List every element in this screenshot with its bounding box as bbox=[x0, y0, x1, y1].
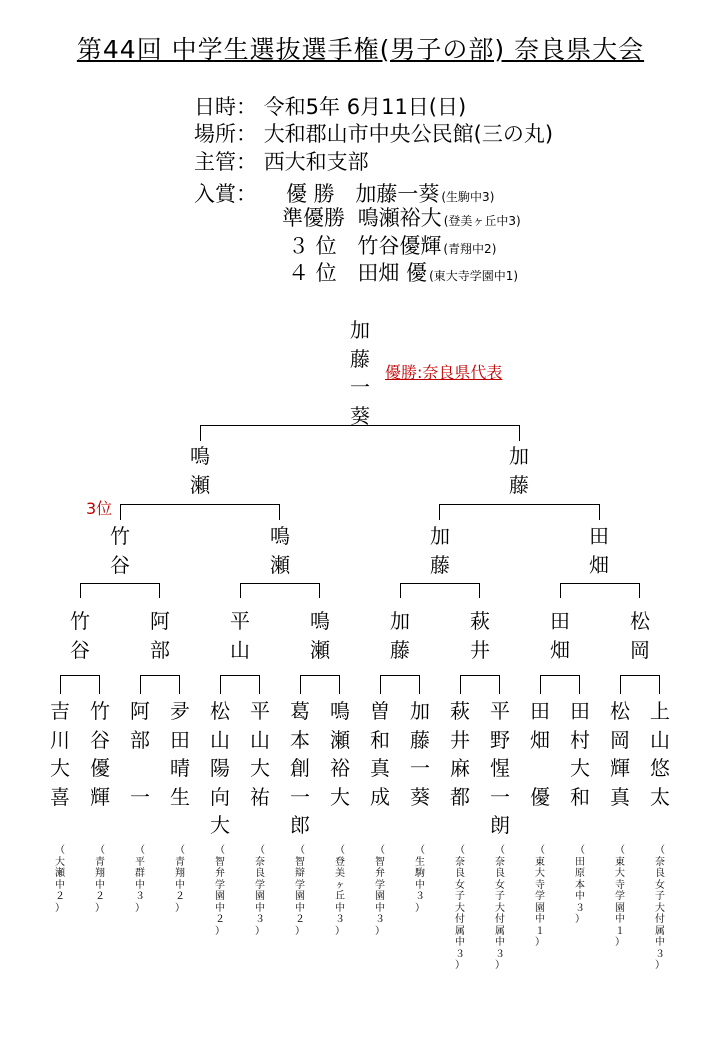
player-name: 曽 和 真 成 bbox=[370, 699, 390, 809]
player-school: （ 奈 良 女 子 大 付 属 中 ３ ） bbox=[655, 845, 665, 971]
player-school: （ 青 翔 中 ２ ） bbox=[95, 845, 105, 914]
player-school: （ 青 翔 中 ２ ） bbox=[175, 845, 185, 914]
award-name: 加藤一葵 bbox=[355, 182, 440, 206]
quarterfinal-winner: 鳴 瀬 bbox=[270, 524, 290, 577]
player-name: 平 野 惺 一 朗 bbox=[490, 699, 510, 837]
player-school: （ 奈 良 女 子 大 付 属 中 ３ ） bbox=[455, 845, 465, 971]
player-name: 田 村 大 和 bbox=[570, 699, 590, 809]
third-place-label: 3位 bbox=[86, 499, 113, 518]
player-school: （ 奈 良 女 子 大 付 属 中 ３ ） bbox=[495, 845, 505, 971]
round2-winner: 田 畑 bbox=[550, 609, 570, 662]
quarterfinal-winner: 竹 谷 bbox=[110, 524, 130, 577]
award-name: 竹谷優輝 bbox=[357, 234, 442, 258]
player-name: 鳴 瀬 裕 大 bbox=[330, 699, 350, 809]
player-name: 松 山 陽 向 大 bbox=[210, 699, 230, 837]
player-name: 竹 谷 優 輝 bbox=[90, 699, 110, 809]
player-school: （ 東 大 寺 学 園 中 １ ） bbox=[535, 845, 545, 948]
date-value: 令和5年 6月11日(日) bbox=[263, 95, 467, 119]
award-label: 入賞： bbox=[194, 182, 257, 206]
player-name: 葛 本 創 一 郎 bbox=[290, 699, 310, 837]
player-name: 上 山 悠 太 bbox=[650, 699, 670, 809]
round2-winner: 竹 谷 bbox=[70, 609, 90, 662]
player-name: 萩 井 麻 都 bbox=[450, 699, 470, 809]
player-school: （ 田 原 本 中 ３ ） bbox=[575, 845, 585, 925]
award-school: (青翔中2) bbox=[443, 242, 497, 256]
semifinal-winner: 鳴 瀬 bbox=[190, 444, 210, 497]
player-school: （ 東 大 寺 学 園 中 １ ） bbox=[615, 845, 625, 948]
champion-label: 優勝:奈良県代表 bbox=[385, 363, 503, 382]
player-name: 松 岡 輝 真 bbox=[610, 699, 630, 809]
player-school: （ 生 駒 中 ３ ） bbox=[415, 845, 425, 914]
award-rank: 優 勝 bbox=[286, 182, 335, 206]
page-title: 第44回 中学生選抜選手権(男子の部) 奈良県大会 bbox=[76, 35, 645, 64]
host-label: 主管： bbox=[194, 150, 257, 174]
round2-winner: 加 藤 bbox=[390, 609, 410, 662]
round2-winner: 萩 井 bbox=[470, 609, 490, 662]
player-name: 加 藤 一 葵 bbox=[410, 699, 430, 809]
award-school: (登美ヶ丘中3) bbox=[443, 214, 521, 228]
round2-winner: 平 山 bbox=[230, 609, 250, 662]
quarterfinal-winner: 加 藤 bbox=[430, 524, 450, 577]
host-value: 西大和支部 bbox=[263, 150, 369, 174]
player-school: （ 平 群 中 ３ ） bbox=[135, 845, 145, 914]
place-value: 大和郡山市中央公民館(三の丸) bbox=[263, 122, 554, 146]
player-school: （ 大 瀬 中 ２ ） bbox=[55, 845, 65, 914]
player-school: （ 智 弁 学 園 中 ２ ） bbox=[215, 845, 225, 937]
award-rank: 準優勝 bbox=[282, 206, 345, 230]
player-name: 夛 田 晴 生 bbox=[170, 699, 190, 809]
award-school: (東大寺学園中1) bbox=[429, 269, 519, 283]
player-school: （ 智 辯 学 園 中 ２ ） bbox=[295, 845, 305, 937]
award-school: (生駒中3) bbox=[441, 190, 495, 204]
player-school: （ 登 美 ヶ 丘 中 ３ ） bbox=[335, 845, 345, 937]
award-rank: ４ 位 bbox=[288, 261, 337, 285]
award-name: 田畑 優 bbox=[357, 261, 428, 285]
player-school: （ 智 弁 学 園 中 ３ ） bbox=[375, 845, 385, 937]
place-label: 場所： bbox=[194, 122, 257, 146]
champion-name: 加 藤 一 葵 bbox=[350, 318, 370, 428]
semifinal-winner: 加 藤 bbox=[509, 444, 529, 497]
round2-winner: 松 岡 bbox=[630, 609, 650, 662]
quarterfinal-winner: 田 畑 bbox=[589, 524, 609, 577]
award-rank: ３ 位 bbox=[288, 234, 337, 258]
date-label: 日時： bbox=[194, 95, 257, 119]
award-name: 鳴瀬裕大 bbox=[357, 206, 442, 230]
player-name: 平 山 大 祐 bbox=[250, 699, 270, 809]
player-school: （ 奈 良 学 園 中 ３ ） bbox=[255, 845, 265, 937]
player-name: 阿 部 一 bbox=[130, 699, 150, 809]
player-name: 田 畑 優 bbox=[530, 699, 550, 809]
round2-winner: 鳴 瀬 bbox=[310, 609, 330, 662]
round2-winner: 阿 部 bbox=[150, 609, 170, 662]
player-name: 吉 川 大 喜 bbox=[50, 699, 70, 809]
